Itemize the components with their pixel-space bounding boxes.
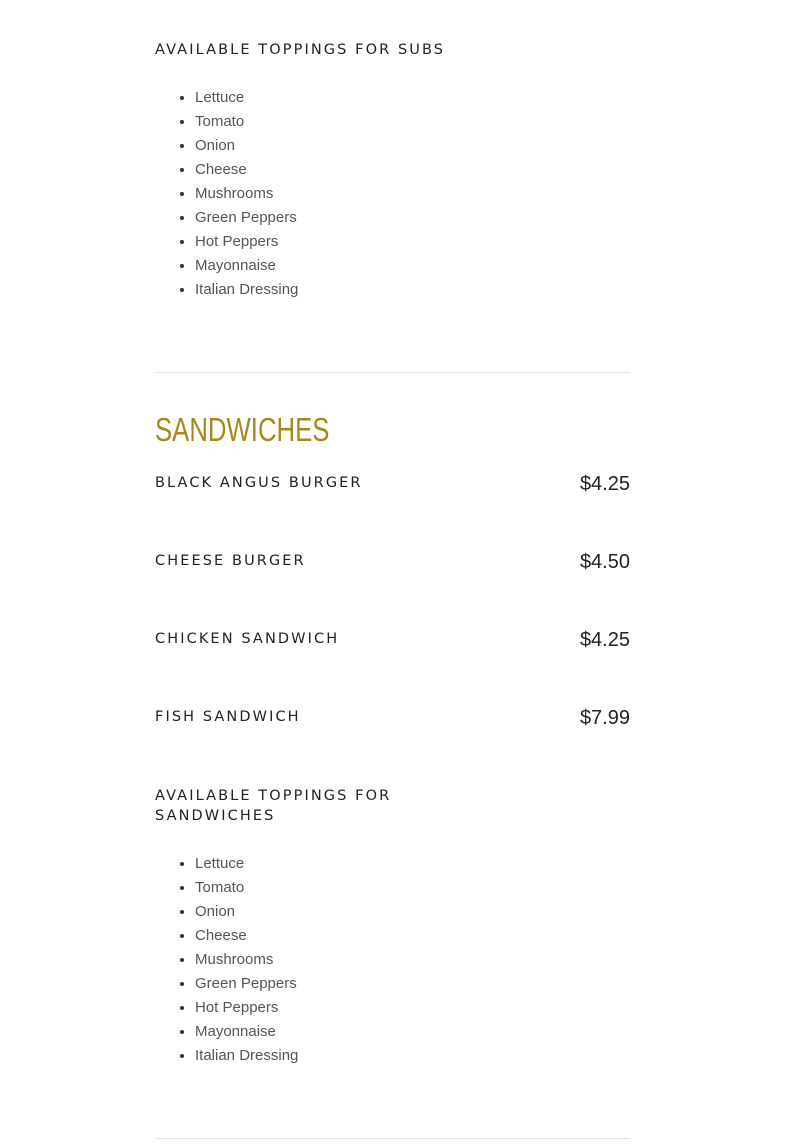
list-item: • Tomato — [195, 876, 630, 900]
section-divider — [155, 372, 630, 373]
menu-item — [155, 551, 630, 575]
list-item: • Green Peppers — [195, 206, 630, 230]
menu-item — [155, 629, 630, 653]
menu-item-price: $4.50 — [579, 551, 630, 573]
list-item: • Mayonnaise — [195, 254, 630, 278]
list-item: • Lettuce — [195, 86, 630, 110]
menu-item-name: CHEESE BURGER — [155, 553, 306, 569]
list-item: • Mayonnaise — [195, 1020, 630, 1044]
sandwich-toppings-block — [155, 786, 630, 1068]
menu-item-name: FISH SANDWICH — [155, 709, 301, 725]
list-item: • Hot Peppers — [195, 230, 630, 254]
sandwich-toppings-heading-line1: AVAILABLE TOPPINGS FOR — [155, 788, 392, 804]
section-divider — [155, 1138, 630, 1139]
list-item: • Italian Dressing — [195, 278, 630, 302]
menu-item — [155, 473, 630, 497]
list-item: • Cheese — [195, 158, 630, 182]
menu-item-price: $7.99 — [579, 707, 630, 729]
section-title-sandwiches: SANDWICHES — [155, 411, 330, 448]
list-item: • Mushrooms — [195, 948, 630, 972]
list-item: • Green Peppers — [195, 972, 630, 996]
list-item: • Onion — [195, 134, 630, 158]
sandwich-toppings-heading-line2: SANDWICHES — [155, 808, 276, 824]
subs-toppings-list — [155, 86, 630, 302]
sandwich-toppings-list — [155, 852, 630, 1068]
list-item: • Mushrooms — [195, 182, 630, 206]
menu-item-name: CHICKEN SANDWICH — [155, 631, 340, 647]
list-item: • Onion — [195, 900, 630, 924]
list-item: • Cheese — [195, 924, 630, 948]
menu-item-price: $4.25 — [579, 473, 630, 495]
list-item: • Hot Peppers — [195, 996, 630, 1020]
menu-item — [155, 707, 630, 731]
list-item: • Italian Dressing — [195, 1044, 630, 1068]
subs-toppings-block — [155, 40, 630, 302]
menu-item-name: BLACK ANGUS BURGER — [155, 475, 363, 491]
list-item: • Lettuce — [195, 852, 630, 876]
menu-item-price: $4.25 — [579, 629, 630, 651]
sandwich-toppings-heading — [155, 786, 630, 826]
subs-toppings-heading: AVAILABLE TOPPINGS FOR SUBS — [155, 42, 446, 58]
list-item: • Tomato — [195, 110, 630, 134]
